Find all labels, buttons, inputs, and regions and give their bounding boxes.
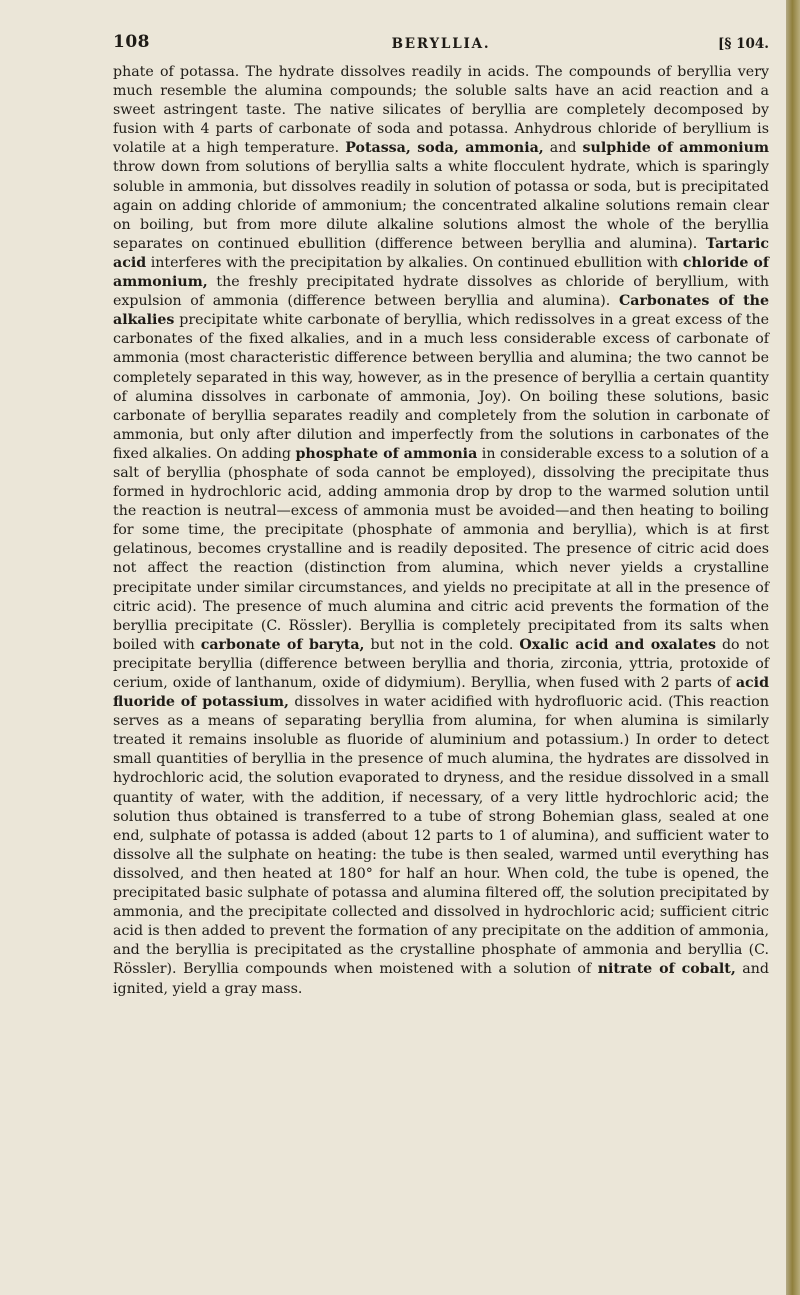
text-run: dissolves in water acidified with hydrofluoric acid. (This reaction serves as a means of separating beryllia from alumina, for when alumina is similarly treated it remains insoluble as fluoride of aluminium and potassium.) In order to detect small quantities of beryllia in the presence of much alumina, the hydrates are dissolved in hydrochloric acid, the solution evaporated to dryness, and the residue dissolved in a small quantity of water, with the addition, if necessary, of a very little hydrochloric acid; the solution thus obtained is transferred to a tube of strong Bohemian glass, sealed at one end, sulphate of potassa is added (about 12 parts to 1 of alumina), and sufficient water to dissolve all the sulphate on heating: the tube is then sealed, warmed until everything has dissolved, and then heated at 180° for half an hour. When cold, the tube is opened, the precipitated basic sulphate of potassa and alumina filtered off, the solution precipitated by ammonia, and the precipitate collected and dissolved in hydrochloric acid; sufficient citric acid is then added to prevent the formation of any precipitate on the addition of ammonia, and the beryllia is precipitated as the crystalline phosphate of ammonia and beryllia (C. Rössler). Beryllia compounds when moistened with a solution of — [113, 694, 769, 978]
text-run: interferes with the precipitation by alkalies. On continued ebullition with — [146, 254, 683, 271]
page-number: 108 — [113, 32, 150, 52]
text-run: throw down from solutions of beryllia salts a white flocculent hydrate, which is sparingly soluble in ammonia, but dissolves readily in solution of potassa or soda, but is precipitated again on adding chloride of ammonium; the concentrated alkaline solutions remain clear on boiling, but from more dilute alkaline solutions almost the whole of the beryllia separates on continued ebullition (difference between beryllia and alumina). — [113, 159, 769, 252]
running-head: BERYLLIA. — [391, 36, 491, 52]
emphasized-term: sulphide of ammonium — [582, 140, 769, 157]
page-header — [113, 32, 769, 58]
emphasized-term: Potassa, soda, ammonia, — [345, 140, 544, 157]
text-run: do not precipitate beryllia (difference between beryllia and thoria, zirconia, yttria, protoxide of cerium, oxide of lanthanum, oxide of didymium). Beryllia, when fused with 2 parts of — [113, 636, 769, 691]
emphasized-term: chloride of ammonium, — [113, 254, 769, 291]
section-reference: [§ 104. — [717, 36, 769, 52]
text-run: the freshly precipitated hydrate dissolves as chloride of beryllium, with expulsion of ammonia (difference between beryllia and alumina). — [113, 274, 769, 310]
text-run: and ignited, yield a gray mass. — [113, 961, 769, 997]
text-run: in considerable excess to a solution of a salt of beryllia (phosphate of soda cannot be employed), dissolving the precipitate thus formed in hydrochloric acid, adding ammonia drop by drop to the warmed solution until the reaction is neutral—excess of ammonia must be avoided—and then heating to boiling for some time, the precipitate (phosphate of ammonia and beryllia), which is at first gelatinous, becomes crystalline and is readily deposited. The presence of citric acid does not affect the reaction (distinction from alumina, which never yields a crystalline precipitate under similar circumstances, and yields no precipitate at all in the presence of citric acid). The presence of much alumina and citric acid prevents the formation of the beryllia precipitate (C. Rössler). Beryllia is completely precipitated from its salts when boiled with — [113, 445, 769, 653]
emphasized-term: nitrate of cobalt, — [597, 961, 736, 978]
text-run: and — [543, 140, 583, 157]
emphasized-term: phosphate of ammonia — [295, 445, 478, 462]
emphasized-term: acid fluoride of potassium, — [113, 675, 769, 711]
text-run: but not in the cold. — [364, 636, 520, 653]
body-paragraph — [113, 63, 769, 999]
emphasized-term: Carbonates of the alkalies — [113, 293, 769, 329]
emphasized-term: carbonate of baryta, — [200, 636, 365, 653]
text-run: phate of potassa. The hydrate dissolves readily in acids. The compounds of beryllia very much resemble the alumina compounds; the soluble salts have an acid reaction and a sweet astringent taste. The native silicates of beryllia are completely decomposed by fusion with 4 parts of carbonate of soda and potassa. Anhydrous chloride of beryllium is volatile at a high temperature. — [113, 64, 769, 157]
text-run: precipitate white carbonate of beryllia, which redissolves in a great excess of the carbonates of the fixed alkalies, and in a much less considerable excess of carbonate of ammonia (most characteristic difference between beryllia and alumina; the two cannot be completely separated in this way, however, as in the presence of beryllia a certain quantity of alumina dissolves in carbonate of ammonia, Joy). On boiling these solutions, basic carbonate of beryllia separates readily and completely from the solution in carbonate of ammonia, but only after dilution and imperfectly from the solutions in carbonates of the fixed alkalies. On adding — [113, 312, 769, 462]
emphasized-term: Tartaric acid — [113, 235, 769, 271]
emphasized-term: Oxalic acid and oxalates — [519, 636, 716, 653]
page-edge — [786, 0, 800, 1295]
